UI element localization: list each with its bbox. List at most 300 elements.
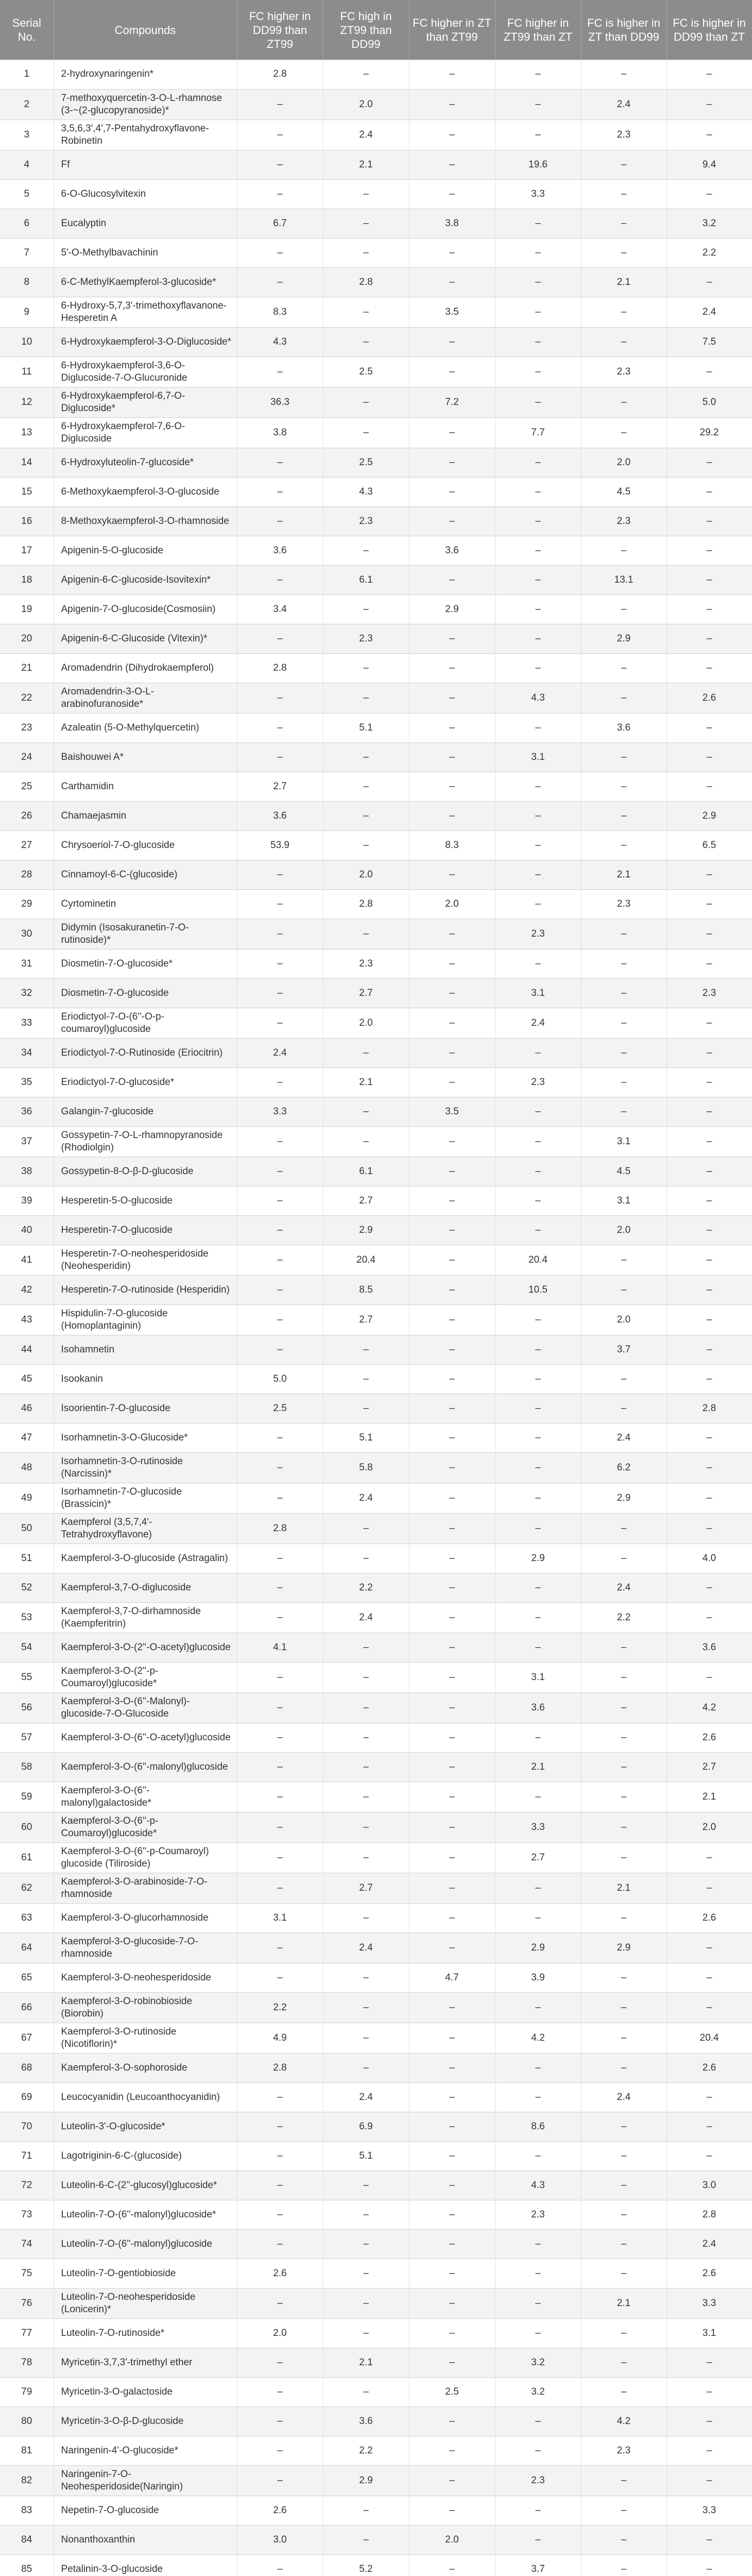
fold-change-cell: –	[495, 1633, 581, 1662]
fold-change-cell: –	[323, 179, 409, 209]
fold-change-cell: –	[237, 1963, 323, 1992]
table-header	[0, 0, 752, 60]
fold-change-cell: –	[495, 2318, 581, 2348]
fold-change-cell: –	[237, 120, 323, 150]
serial-cell: 2	[0, 89, 54, 120]
fold-change-cell: 2.6	[666, 2259, 752, 2288]
fold-change-cell: –	[409, 327, 495, 357]
fold-change-cell: –	[409, 683, 495, 713]
fold-change-cell: –	[237, 949, 323, 978]
fold-change-cell: –	[409, 1215, 495, 1245]
serial-cell: 25	[0, 772, 54, 801]
fold-change-cell: 3.8	[409, 209, 495, 238]
fold-change-cell: –	[237, 2229, 323, 2259]
column-header: FC higher in DD99 than ZT99	[237, 0, 323, 60]
serial-cell: 70	[0, 2112, 54, 2141]
fold-change-cell: –	[237, 1452, 323, 1483]
table-row	[0, 2141, 752, 2171]
compound-cell: 6-C-MethylKaempferol-3-glucoside*	[54, 267, 237, 297]
fold-change-cell: –	[666, 889, 752, 919]
table-row	[0, 357, 752, 387]
compound-cell: Apigenin-6-C-Glucoside (Vitexin)*	[54, 624, 237, 653]
fold-change-cell: 8.6	[495, 2112, 581, 2141]
fold-change-cell: 2.3	[581, 120, 666, 150]
compound-cell: Luteolin-7-O-(6''-malonyl)glucoside	[54, 2229, 237, 2259]
table-row	[0, 978, 752, 1008]
compound-cell: Kaempferol-3-O-rutinoside (Nicotiflorin)*	[54, 2023, 237, 2053]
fold-change-cell: –	[495, 2259, 581, 2288]
compound-cell: Chamaejasmin	[54, 801, 237, 831]
fold-change-cell: –	[581, 801, 666, 831]
fold-change-cell: –	[409, 150, 495, 179]
fold-change-cell: –	[409, 1842, 495, 1873]
fold-change-cell: –	[237, 978, 323, 1008]
fold-change-cell: –	[581, 238, 666, 267]
fold-change-cell: 2.5	[323, 357, 409, 387]
fold-change-cell: –	[666, 1157, 752, 1186]
fold-change-cell: 3.3	[237, 1097, 323, 1126]
table-row	[0, 831, 752, 860]
table-row	[0, 2112, 752, 2141]
fold-change-cell: –	[581, 1038, 666, 1067]
fold-change-cell: –	[409, 60, 495, 89]
fold-change-cell: 2.3	[495, 1067, 581, 1097]
serial-cell: 11	[0, 357, 54, 387]
fold-change-cell: 2.0	[581, 448, 666, 477]
fold-change-cell: –	[581, 1782, 666, 1812]
compound-cell: Isookanin	[54, 1364, 237, 1394]
serial-cell: 16	[0, 506, 54, 536]
fold-change-cell: –	[666, 1126, 752, 1157]
fold-change-cell: –	[495, 1097, 581, 1126]
fold-change-cell: 2.2	[237, 1992, 323, 2023]
serial-cell: 46	[0, 1394, 54, 1423]
fold-change-cell: 2.3	[495, 2465, 581, 2496]
fold-change-cell: –	[323, 1394, 409, 1423]
fold-change-cell: 2.2	[666, 238, 752, 267]
fold-change-cell: 2.9	[323, 1215, 409, 1245]
fold-change-cell: –	[237, 2377, 323, 2406]
fold-change-cell: –	[409, 1364, 495, 1394]
fold-change-cell: 20.4	[323, 1245, 409, 1275]
fold-change-cell: –	[666, 2141, 752, 2171]
fold-change-cell: –	[237, 1602, 323, 1633]
fold-change-cell: –	[581, 831, 666, 860]
serial-cell: 37	[0, 1126, 54, 1157]
fold-change-cell: 2.8	[666, 1394, 752, 1423]
fold-change-cell: –	[495, 624, 581, 653]
table-row	[0, 2525, 752, 2554]
table-row	[0, 1602, 752, 1633]
fold-change-cell: –	[323, 387, 409, 417]
fold-change-cell: 6.9	[323, 2112, 409, 2141]
fold-change-cell: 3.3	[666, 2288, 752, 2318]
compound-cell: 7-methoxyquercetin-3-O-L-rhamnose (3-~(2-glucopyranoside)*	[54, 89, 237, 120]
compound-cell: Kaempferol-3-O-(2''-O-acetyl)glucoside	[54, 1633, 237, 1662]
compound-cell: Baishouwei A*	[54, 742, 237, 772]
table-row	[0, 2023, 752, 2053]
fold-change-cell: –	[409, 89, 495, 120]
table-row	[0, 267, 752, 297]
fold-change-cell: 4.5	[581, 477, 666, 506]
serial-cell: 56	[0, 1692, 54, 1723]
fold-change-cell: 4.3	[237, 327, 323, 357]
compound-cell: 5'-O-Methylbavachinin	[54, 238, 237, 267]
fold-change-cell: 3.3	[495, 179, 581, 209]
compound-cell: Eucalyptin	[54, 209, 237, 238]
fold-change-cell: –	[409, 565, 495, 595]
fold-change-cell: –	[666, 1573, 752, 1602]
table-row	[0, 2377, 752, 2406]
fold-change-cell: –	[409, 1452, 495, 1483]
fold-change-cell: –	[495, 1364, 581, 1394]
fold-change-cell: –	[581, 1245, 666, 1275]
fold-change-cell: –	[495, 357, 581, 387]
fold-change-cell: –	[666, 1186, 752, 1215]
fold-change-cell: 2.3	[323, 949, 409, 978]
fold-change-cell: –	[495, 238, 581, 267]
fold-change-cell: –	[409, 1008, 495, 1038]
fold-change-cell: 10.5	[495, 1275, 581, 1304]
fold-change-cell: –	[581, 653, 666, 683]
serial-cell: 83	[0, 2496, 54, 2525]
fold-change-cell: –	[581, 2171, 666, 2200]
table-row	[0, 1812, 752, 1842]
fold-change-cell: –	[581, 2141, 666, 2171]
fold-change-cell: –	[409, 2171, 495, 2200]
serial-cell: 29	[0, 889, 54, 919]
fold-change-cell: 2.6	[666, 2053, 752, 2082]
fold-change-cell: 2.1	[323, 1067, 409, 1097]
fold-change-cell: –	[666, 1097, 752, 1126]
fold-change-cell: –	[323, 1963, 409, 1992]
serial-cell: 24	[0, 742, 54, 772]
table-row	[0, 297, 752, 327]
fold-change-cell: 2.1	[323, 150, 409, 179]
table-row	[0, 1423, 752, 1452]
compound-cell: 6-Hydroxykaempferol-7,6-O-Diglucoside	[54, 417, 237, 448]
table-row	[0, 179, 752, 209]
fold-change-cell: 2.0	[237, 2318, 323, 2348]
fold-change-cell: –	[409, 179, 495, 209]
table-row	[0, 1662, 752, 1692]
fold-change-cell: –	[666, 2406, 752, 2436]
fold-change-cell: –	[409, 1394, 495, 1423]
fold-change-cell: –	[409, 742, 495, 772]
fold-change-cell: 4.5	[581, 1157, 666, 1186]
table-row	[0, 1038, 752, 1067]
fold-change-cell: –	[581, 772, 666, 801]
fold-change-cell: 2.9	[581, 1483, 666, 1513]
serial-cell: 36	[0, 1097, 54, 1126]
fold-change-cell: 2.9	[581, 1933, 666, 1963]
fold-change-cell: –	[409, 1513, 495, 1544]
fold-change-cell: –	[409, 2406, 495, 2436]
fold-change-cell: –	[666, 713, 752, 742]
fold-change-cell: 3.1	[666, 2318, 752, 2348]
column-header: FC higher in ZT99 than ZT	[495, 0, 581, 60]
table-row	[0, 772, 752, 801]
fold-change-cell: –	[666, 2554, 752, 2576]
fold-change-cell: –	[666, 2348, 752, 2377]
fold-change-cell: –	[666, 267, 752, 297]
serial-cell: 82	[0, 2465, 54, 2496]
compound-cell: 6-Hydroxykaempferol-6,7-O-Diglucoside*	[54, 387, 237, 417]
fold-change-cell: –	[409, 2348, 495, 2377]
serial-cell: 44	[0, 1335, 54, 1364]
fold-change-cell: –	[323, 1097, 409, 1126]
serial-cell: 71	[0, 2141, 54, 2171]
fold-change-cell: –	[581, 1992, 666, 2023]
fold-change-cell: –	[581, 683, 666, 713]
serial-cell: 33	[0, 1008, 54, 1038]
fold-change-cell: 13.1	[581, 565, 666, 595]
fold-change-cell: 36.3	[237, 387, 323, 417]
compound-cell: Luteolin-3'-O-glucoside*	[54, 2112, 237, 2141]
table-row	[0, 889, 752, 919]
table-row	[0, 1186, 752, 1215]
fold-change-cell: 2.1	[581, 267, 666, 297]
fold-change-cell: –	[237, 1245, 323, 1275]
fold-change-cell: –	[495, 267, 581, 297]
fold-change-cell: –	[581, 2496, 666, 2525]
fold-change-cell: –	[323, 1662, 409, 1692]
table-row	[0, 742, 752, 772]
fold-change-cell: 3.2	[666, 209, 752, 238]
serial-cell: 51	[0, 1544, 54, 1573]
fold-change-cell: 3.1	[495, 978, 581, 1008]
fold-change-cell: –	[409, 1186, 495, 1215]
fold-change-cell: –	[666, 1452, 752, 1483]
fold-change-cell: –	[323, 595, 409, 624]
fold-change-cell: 2.8	[237, 60, 323, 89]
table-row	[0, 801, 752, 831]
fold-change-cell: 3.6	[323, 2406, 409, 2436]
table-row	[0, 536, 752, 565]
table-row	[0, 1573, 752, 1602]
serial-cell: 10	[0, 327, 54, 357]
table-row	[0, 1544, 752, 1573]
compound-cell: Kaempferol-3-O-glucorhamnoside	[54, 1903, 237, 1933]
fold-change-cell: –	[581, 2200, 666, 2229]
fold-change-cell: 2.4	[323, 1933, 409, 1963]
serial-cell: 67	[0, 2023, 54, 2053]
fold-change-cell: –	[409, 1335, 495, 1364]
fold-change-cell: 53.9	[237, 831, 323, 860]
fold-change-cell: –	[666, 1067, 752, 1097]
fold-change-cell: 2.8	[237, 1513, 323, 1544]
serial-cell: 75	[0, 2259, 54, 2288]
serial-cell: 42	[0, 1275, 54, 1304]
fold-change-cell: –	[323, 536, 409, 565]
fold-change-cell: –	[409, 506, 495, 536]
fold-change-cell: 4.9	[237, 2023, 323, 2053]
fold-change-cell: –	[409, 713, 495, 742]
serial-cell: 73	[0, 2200, 54, 2229]
fold-change-cell: –	[666, 919, 752, 949]
fold-change-cell: –	[237, 2436, 323, 2465]
compound-cell: 6-Hydroxykaempferol-3-O-Diglucoside*	[54, 327, 237, 357]
fold-change-cell: –	[581, 1544, 666, 1573]
fold-change-cell: –	[495, 1452, 581, 1483]
fold-change-cell: 2.9	[495, 1544, 581, 1573]
fold-change-cell: –	[666, 2377, 752, 2406]
fold-change-cell: 2.4	[581, 1423, 666, 1452]
fold-change-cell: –	[237, 1186, 323, 1215]
fold-change-cell: 3.1	[581, 1126, 666, 1157]
fold-change-cell: –	[495, 506, 581, 536]
fold-change-cell: –	[323, 653, 409, 683]
fold-change-cell: 2.0	[666, 1812, 752, 1842]
compound-cell: Petalinin-3-O-glucoside	[54, 2554, 237, 2576]
fold-change-cell: –	[323, 801, 409, 831]
fold-change-cell: 2.0	[323, 1008, 409, 1038]
fold-change-cell: –	[666, 1662, 752, 1692]
fold-change-cell: –	[323, 1513, 409, 1544]
table-row	[0, 417, 752, 448]
fold-change-cell: –	[581, 2318, 666, 2348]
fold-change-cell: –	[409, 2554, 495, 2576]
fold-change-cell: –	[666, 1992, 752, 2023]
serial-cell: 47	[0, 1423, 54, 1452]
serial-cell: 62	[0, 1873, 54, 1903]
compound-cell: Kaempferol-3-O-(6''-O-acetyl)glucoside	[54, 1723, 237, 1752]
fold-change-cell: –	[237, 889, 323, 919]
fold-change-cell: 2.0	[409, 889, 495, 919]
fold-change-cell: –	[666, 1008, 752, 1038]
fold-change-cell: –	[237, 357, 323, 387]
compound-cell: Kaempferol-3-O-(6''-p-Coumaroyl) glucoside (Tiliroside)	[54, 1842, 237, 1873]
fold-change-cell: 2.7	[666, 1752, 752, 1782]
table-row	[0, 1097, 752, 1126]
compound-cell: Naringenin-4'-O-glucoside*	[54, 2436, 237, 2465]
compound-cell: Diosmetin-7-O-glucoside	[54, 978, 237, 1008]
fold-change-cell: –	[409, 860, 495, 889]
fold-change-cell: –	[581, 1008, 666, 1038]
fold-change-cell: 3.3	[666, 2496, 752, 2525]
fold-change-cell: 2.4	[323, 120, 409, 150]
serial-cell: 38	[0, 1157, 54, 1186]
compound-cell: 2-hydroxynaringenin*	[54, 60, 237, 89]
serial-cell: 76	[0, 2288, 54, 2318]
fold-change-cell: –	[409, 417, 495, 448]
compound-cell: Kaempferol-3-O-sophoroside	[54, 2053, 237, 2082]
fold-change-cell: –	[581, 1963, 666, 1992]
fold-change-cell: –	[666, 89, 752, 120]
fold-change-cell: –	[323, 1752, 409, 1782]
table-row	[0, 2496, 752, 2525]
fold-change-cell: –	[495, 713, 581, 742]
serial-cell: 22	[0, 683, 54, 713]
fold-change-cell: –	[237, 919, 323, 949]
fold-change-cell: –	[666, 1304, 752, 1335]
compound-cell: Hesperetin-5-O-glucoside	[54, 1186, 237, 1215]
compound-cell: Carthamidin	[54, 772, 237, 801]
fold-change-cell: 2.4	[495, 1008, 581, 1038]
fold-change-cell: –	[581, 2023, 666, 2053]
fold-change-cell: –	[666, 565, 752, 595]
table-row	[0, 2229, 752, 2259]
serial-cell: 50	[0, 1513, 54, 1544]
serial-cell: 61	[0, 1842, 54, 1873]
fold-change-cell: 2.2	[323, 1573, 409, 1602]
fold-change-cell: –	[409, 357, 495, 387]
fold-change-cell: –	[495, 1903, 581, 1933]
serial-cell: 3	[0, 120, 54, 150]
fold-change-cell: 9.4	[666, 150, 752, 179]
compound-cell: Kaempferol-3-O-arabinoside-7-O-rhamnoside	[54, 1873, 237, 1903]
fold-change-cell: –	[323, 1038, 409, 1067]
fold-change-cell: –	[409, 2229, 495, 2259]
fold-change-cell: –	[237, 1304, 323, 1335]
table-row	[0, 2171, 752, 2200]
compound-cell: Eriodictyol-7-O-glucoside*	[54, 1067, 237, 1097]
fold-change-cell: 2.9	[495, 1933, 581, 1963]
table-row	[0, 1452, 752, 1483]
serial-cell: 68	[0, 2053, 54, 2082]
fold-change-cell: –	[323, 1812, 409, 1842]
fold-change-cell: –	[323, 2496, 409, 2525]
fold-change-cell: –	[323, 2288, 409, 2318]
fold-change-cell: 2.1	[581, 1873, 666, 1903]
fold-change-cell: –	[666, 2082, 752, 2112]
serial-cell: 20	[0, 624, 54, 653]
serial-cell: 15	[0, 477, 54, 506]
serial-cell: 49	[0, 1483, 54, 1513]
fold-change-cell: 3.6	[581, 713, 666, 742]
fold-change-cell: –	[237, 506, 323, 536]
serial-cell: 32	[0, 978, 54, 1008]
serial-cell: 13	[0, 417, 54, 448]
table-row	[0, 1364, 752, 1394]
fold-change-cell: –	[495, 387, 581, 417]
fold-change-cell: –	[495, 2406, 581, 2436]
table-row	[0, 1067, 752, 1097]
fold-change-cell: 20.4	[666, 2023, 752, 2053]
fold-change-cell: 3.5	[409, 1097, 495, 1126]
compound-cell: Apigenin-7-O-glucoside(Cosmosiin)	[54, 595, 237, 624]
fold-change-cell: –	[323, 2023, 409, 2053]
fold-change-cell: 4.2	[495, 2023, 581, 2053]
compound-cell: Isorhamnetin-3-O-rutinoside (Narcissin)*	[54, 1452, 237, 1483]
fold-change-cell: 2.6	[666, 1723, 752, 1752]
fold-change-cell: 4.7	[409, 1963, 495, 1992]
fold-change-cell: –	[409, 1812, 495, 1842]
fold-change-cell: –	[581, 179, 666, 209]
fold-change-cell: 5.2	[323, 2554, 409, 2576]
table-row	[0, 2348, 752, 2377]
fold-change-cell: –	[581, 536, 666, 565]
fold-change-cell: –	[581, 60, 666, 89]
fold-change-cell: –	[409, 1692, 495, 1723]
fold-change-cell: 6.5	[666, 831, 752, 860]
fold-change-cell: –	[237, 565, 323, 595]
table-row	[0, 1752, 752, 1782]
fold-change-cell: –	[581, 1842, 666, 1873]
serial-cell: 31	[0, 949, 54, 978]
fold-change-cell: 2.0	[581, 1215, 666, 1245]
fold-change-cell: –	[495, 2141, 581, 2171]
fold-change-cell: –	[323, 1903, 409, 1933]
table-row	[0, 120, 752, 150]
fold-change-cell: –	[237, 1483, 323, 1513]
fold-change-cell: 2.3	[581, 357, 666, 387]
fold-change-cell: –	[409, 2053, 495, 2082]
fold-change-cell: –	[237, 860, 323, 889]
serial-cell: 39	[0, 1186, 54, 1215]
fold-change-cell: –	[666, 2436, 752, 2465]
table-row	[0, 327, 752, 357]
